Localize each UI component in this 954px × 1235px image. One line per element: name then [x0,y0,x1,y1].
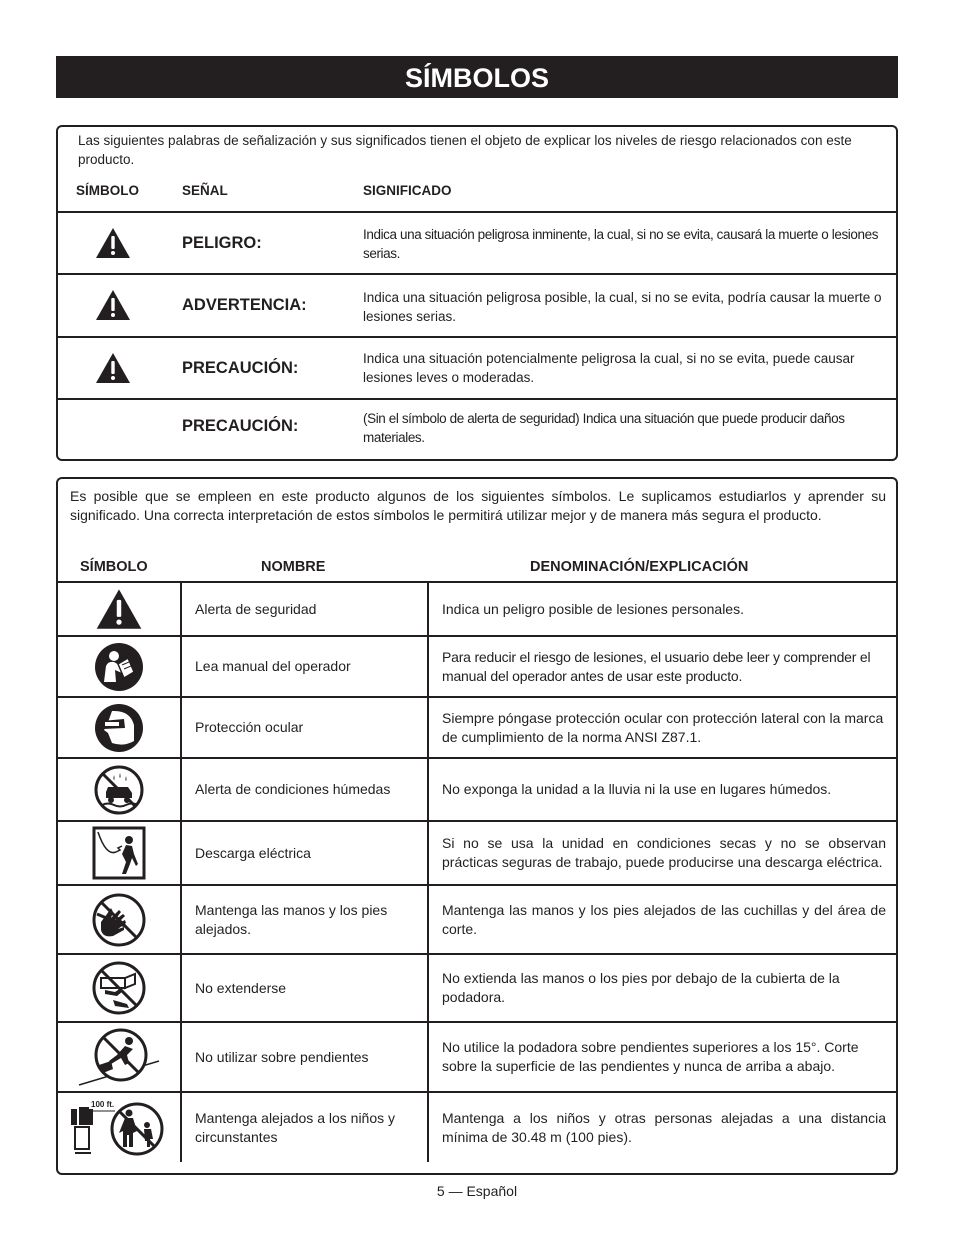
signal-row-peligro [58,211,896,273]
page-title: SÍMBOLOS [56,56,898,98]
symbol-explanation: Mantenga las manos y los pies alejados de las cuchillas y del área de corte. [428,885,896,954]
no-slopes-icon [77,1025,161,1089]
symbol-explanation: No utilice la podadora sobre pendientes superiores a los 15°. Corte sobre la superficie de las pendientes y nunca de arriba a abajo. [428,1022,896,1092]
signal-row-advertencia [58,273,896,335]
symbol-name: Protección ocular [181,697,428,758]
table-row [58,758,896,821]
symbol-name: Mantenga las manos y los pies alejados. [181,885,428,954]
signal-row-precaucion-property [58,398,896,461]
signal-label: PELIGRO: [182,234,262,252]
no-reaching-icon [91,960,147,1016]
signal-meaning: Indica una situación potencialmente peligrosa la cual, si no se evita, puede causar lesiones leves o moderadas. [363,351,855,385]
symbol-name: Alerta de condiciones húmedas [181,758,428,821]
signal-meaning: (Sin el símbolo de alerta de seguridad) Indica una situación que puede producir daños materiales. [363,411,845,445]
electric-shock-icon [92,826,146,880]
signal-label: PRECAUCIÓN: [182,359,299,377]
symbol-name: No utilizar sobre pendientes [181,1022,428,1092]
signal-meaning: Indica una situación peligrosa posible, la cual, si no se evita, podría causar la muerte o lesiones serias. [363,290,882,324]
warning-triangle-icon [95,289,131,321]
distance-label: 100 ft. [91,1099,115,1109]
eye-protection-icon [94,703,144,753]
safety-alert-icon [95,588,143,630]
header-name: NOMBRE [261,559,326,575]
table-row [58,636,896,697]
wet-conditions-icon [94,765,144,815]
symbols-intro: Es posible que se empleen en este producto algunos de los siguientes símbolos. Le suplicamos estudiarlos y aprender su significado. Una correcta interpretación de estos símbolos le permitirá utilizar mejor y de manera más segura el producto. [70,488,886,523]
header-signal: SEÑAL [182,183,228,198]
symbol-explanation: Para reducir el riesgo de lesiones, el usuario debe leer y comprender el manual del operador antes de usar este producto. [428,636,896,697]
symbol-name: Alerta de seguridad [181,582,428,636]
symbol-explanation: Mantenga a los niños y otras personas alejadas a una distancia mínima de 30.48 m (100 pies). [428,1092,896,1162]
keep-bystanders-away-icon [67,1097,171,1159]
warning-triangle-icon [95,227,131,259]
symbol-explanation: No extienda las manos o los pies por debajo de la cubierta de la podadora. [428,954,896,1022]
signal-words-intro: Las siguientes palabras de señalización y sus significados tienen el objeto de explicar los niveles de riesgo relacionados con este producto. [78,133,852,167]
signal-label: PRECAUCIÓN: [182,417,299,435]
symbol-explanation: Indica un peligro posible de lesiones personales. [428,582,896,636]
signal-meaning: Indica una situación peligrosa inminente, la cual, si no se evita, causará la muerte o lesiones serias. [363,227,879,261]
keep-hands-away-icon [91,892,147,948]
table-row [58,821,896,885]
table-row [58,582,896,636]
symbol-explanation: Si no se usa la unidad en condiciones secas y no se observan prácticas seguras de trabajo, puede producirse una descarga eléctrica. [428,821,896,885]
signal-words-box [56,125,898,461]
page-footer: 5 — Español [436,1183,518,1199]
symbols-box [56,477,898,1175]
table-row [58,885,896,954]
symbol-explanation: No exponga la unidad a la lluvia ni la use en lugares húmedos. [428,758,896,821]
table-row [58,697,896,758]
symbol-name: Lea manual del operador [181,636,428,697]
header-symbol: SÍMBOLO [76,183,139,198]
symbols-table [58,581,896,1162]
header-meaning: SIGNIFICADO [363,183,452,198]
header-symbol: SÍMBOLO [80,559,148,575]
table-row [58,1022,896,1092]
signal-label: ADVERTENCIA: [182,296,307,314]
symbol-explanation: Siempre póngase protección ocular con protección lateral con la marca de cumplimiento de la norma ANSI Z87.1. [428,697,896,758]
table-row [58,954,896,1022]
symbol-name: Mantenga alejados a los niños y circunstantes [181,1092,428,1162]
table-row [58,1092,896,1162]
read-manual-icon [94,642,144,692]
signal-row-precaucion [58,336,896,398]
warning-triangle-icon [95,352,131,384]
header-explanation: DENOMINACIÓN/EXPLICACIÓN [530,559,749,575]
symbol-name: No extenderse [181,954,428,1022]
symbol-name: Descarga eléctrica [181,821,428,885]
